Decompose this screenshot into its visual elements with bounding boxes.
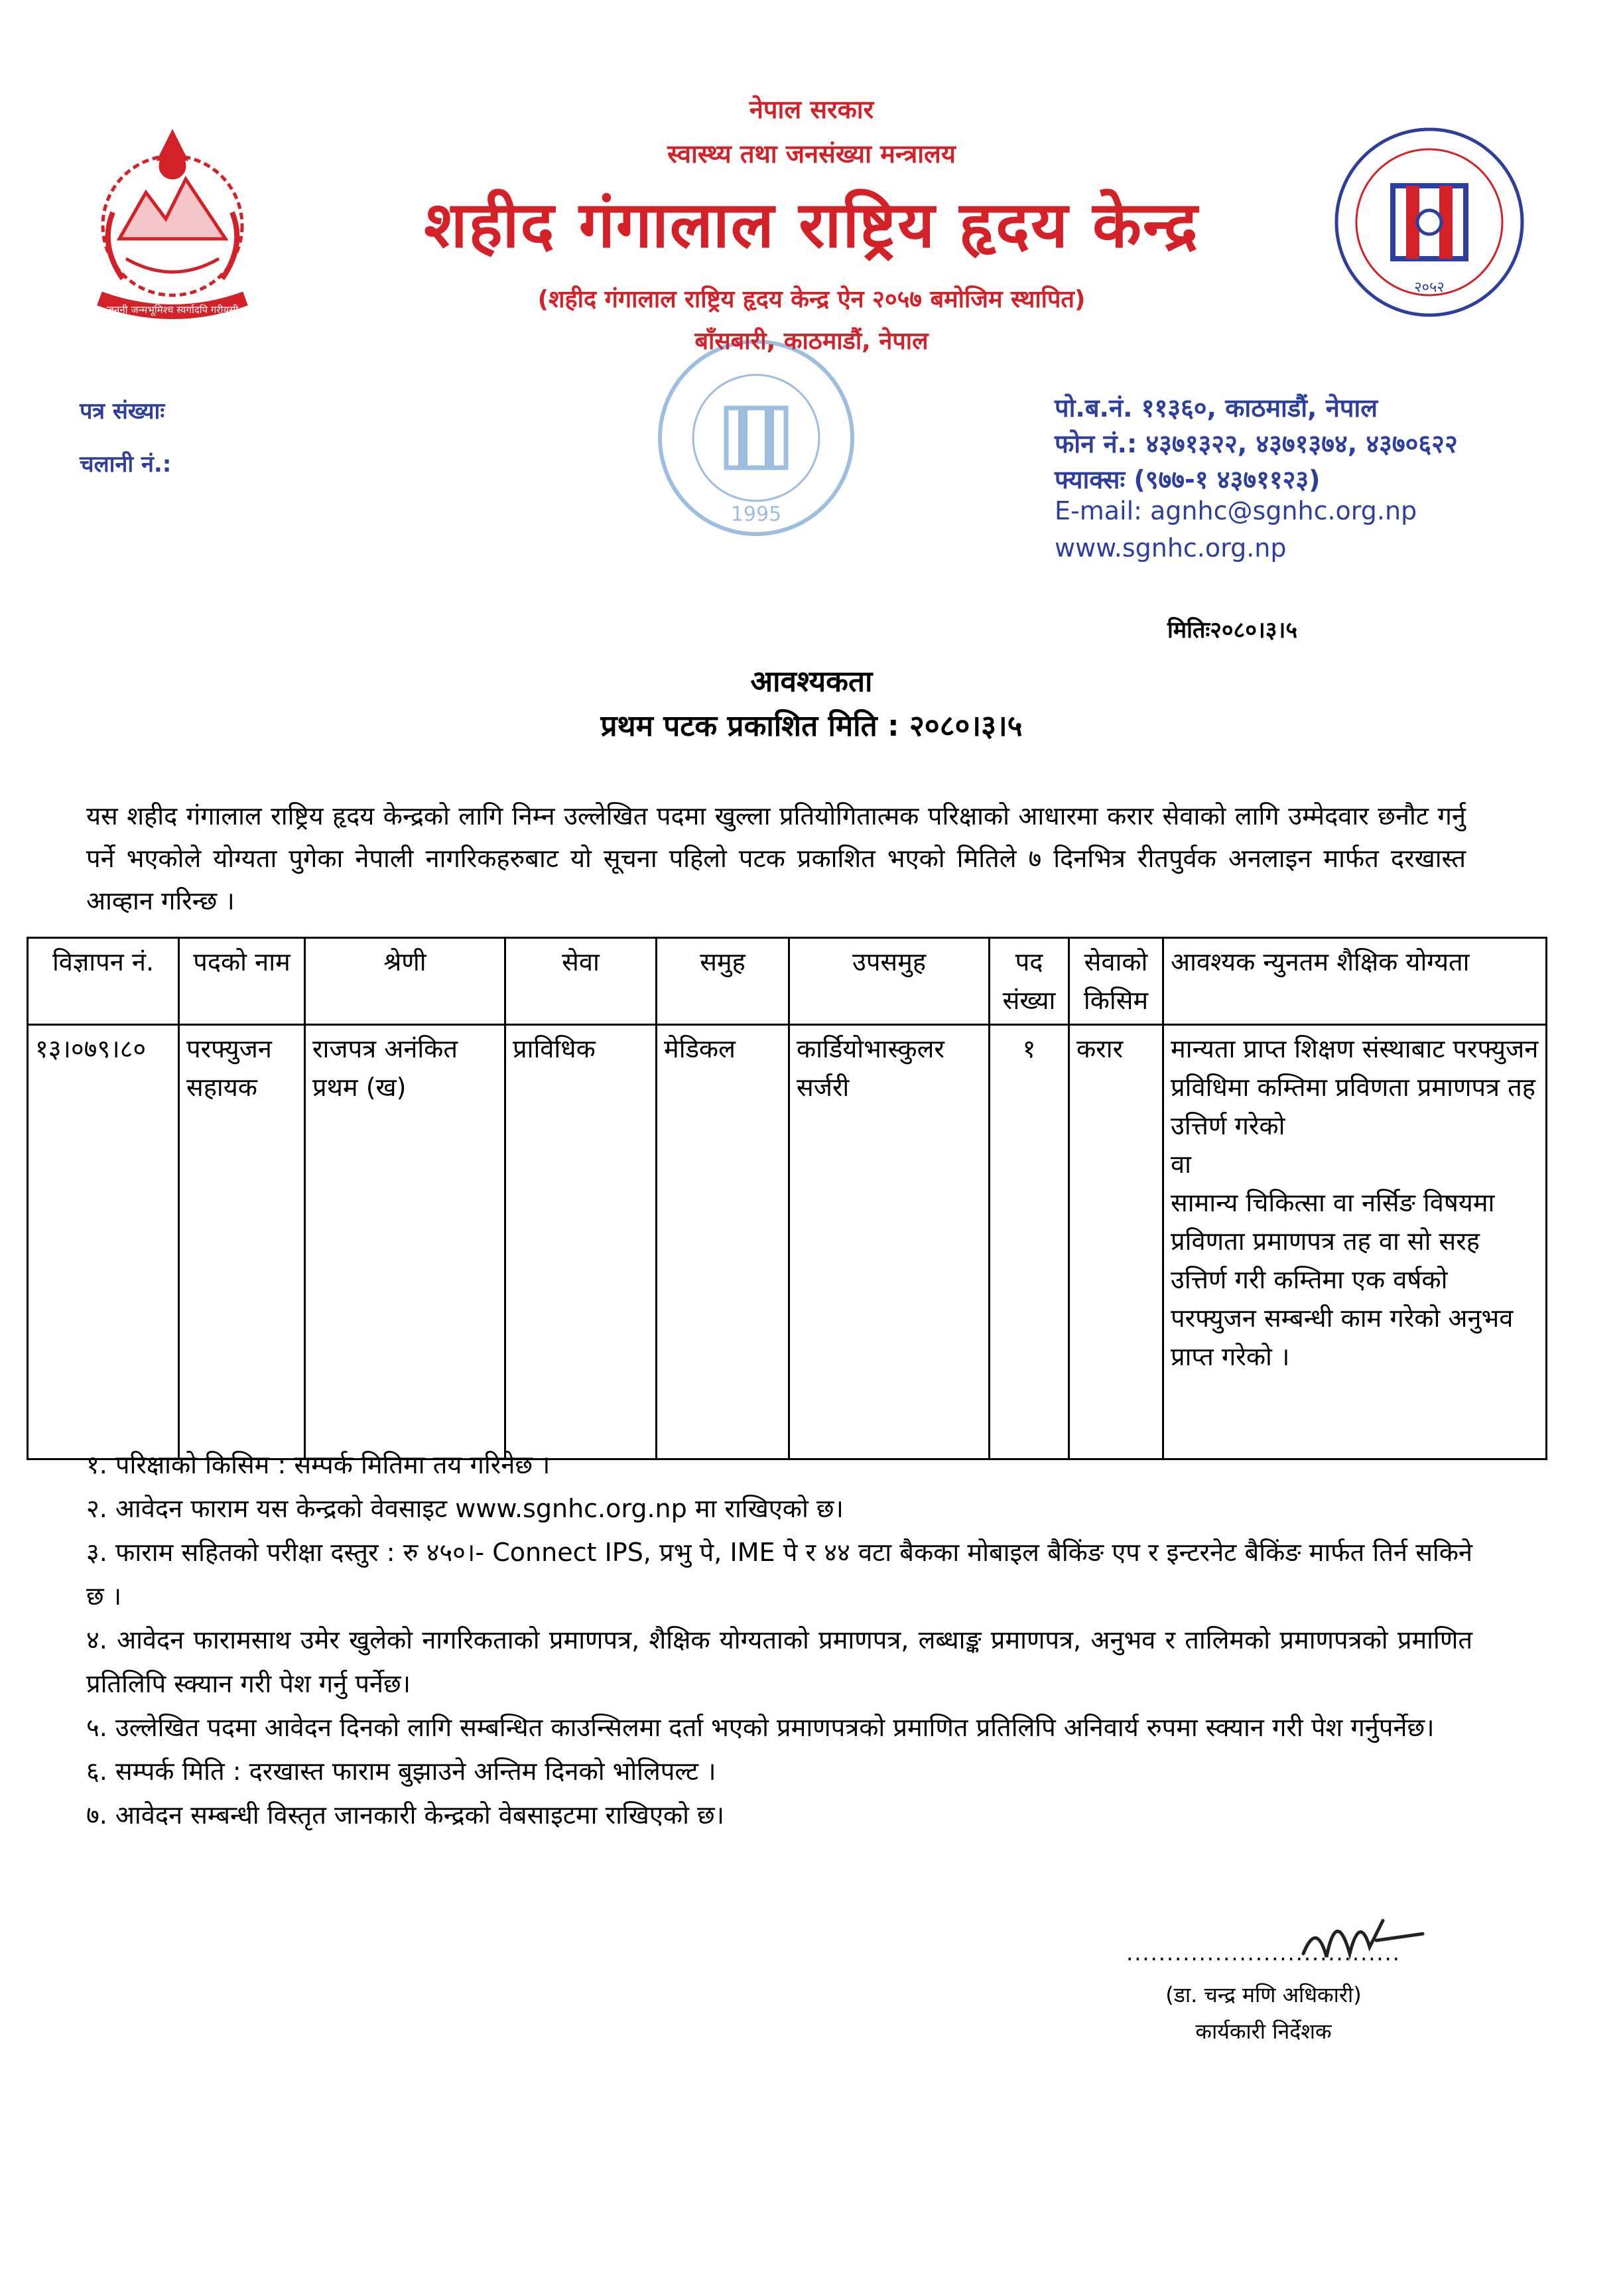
office-stamp [653,335,859,541]
website-link[interactable]: www.sgnhc.org.np [1055,533,1287,563]
dispatch-number-label: चलानी नं.: [80,451,172,478]
col-header-service: सेवा [505,938,657,1025]
seal-year: २०५२ [1414,279,1445,296]
note-item: ३. फाराम सहितको परीक्षा दस्तुर : रु ४५०।- Connect IPS, प्रभु पे, IME पे र ४४ वटा बैकका मोबाइल बैकिंङ एप र इन्टरनेट बैकिंङ मार्फत तिर्न सकिने छ । [86,1538,1472,1611]
col-header-post: पदको नाम [179,938,305,1025]
note-item: ४. आवेदन फारामसाथ उमेर खुलेको नागरिकताको प्रमाणपत्र, शैक्षिक योग्यताको प्रमाणपत्र, लब्धाङ्क प्रमाणपत्र, अनुभव र तालिमको प्रमाणपत्रको प्रमाणित प्रतिलिपि स्क्यान गरी पेश गर्नु पर्नेछ। [86,1625,1472,1698]
notice-date: मितिः२०८०।३।५ [1167,617,1298,643]
fax-number: फ्याक्सः (९७७-१ ४३७११२३) [1055,465,1321,494]
col-header-qualification: आवश्यक न्युनतम शैक्षिक योग्यता [1163,938,1547,1025]
cell-level: राजपत्र अनंकित प्रथम (ख) [305,1025,505,1459]
cell-qualification [1163,1025,1547,1459]
signature-line: .................................. [1126,1940,1401,1966]
cell-service: प्राविधिक [505,1025,657,1459]
col-header-ad-no: विज्ञापन नं. [28,938,179,1025]
organization-address: बाँसबारी, काठमाडौं, नेपाल [694,328,929,355]
cell-group: मेडिकल [657,1025,789,1459]
vacancy-table [27,937,1547,1460]
qualification-option-1: मान्यता प्राप्त शिक्षण संस्थाबाट परफ्युजन प्रविधिमा कम्तिमा प्रविणता प्रमाणपत्र तह उत्तिर्ण गरेको [1171,1034,1539,1140]
notice-intro: यस शहीद गंगालाल राष्ट्रिय हृदय केन्द्रको लागि निम्न उल्लेखित पदमा खुल्ला प्रतियोगितात्मक परिक्षाको आधारमा करार सेवाको लागि उम्मेदवार छनौट गर्नु पर्ने भएकोले योग्यता पुगेका नेपाली नागरिकहरुबाट यो सूचना पहिलो पटक प्रकाशित भएको मितिले ७ दिनभित्र रीतपुर्वक अनलाइन मार्फत दरखास्त आव्हान गरिन्छ । [86,801,1466,915]
col-header-level: श्रेणी [305,938,505,1025]
phone-numbers: फोन नं.: ४३७१३२२, ४३७१३७४, ४३७०६२२ [1055,429,1458,458]
qualification-or: वा [1171,1150,1191,1179]
cell-positions: १ [990,1025,1069,1459]
col-header-service-type: सेवाको किसिम [1069,938,1163,1025]
ministry-name: स्वास्थ्य तथा जनसंख्या मन्त्रालय [667,139,956,169]
qualification-option-2: सामान्य चिकित्सा वा नर्सिङ विषयमा प्रविणता प्रमाणपत्र तह वा सो सरह उत्तिर्ण गरी कम्तिमा एक वर्षको परफ्युजन सम्बन्धी काम गरेको अनुभव प्राप्त गरेको । [1171,1188,1514,1371]
cell-subgroup: कार्डियोभास्कुलर सर्जरी [789,1025,990,1459]
government-name: नेपाल सरकार [749,95,874,124]
note-item: २. आवेदन फाराम यस केन्द्रको वेवसाइट www.sgnhc.org.np मा राखिएको छ। [86,1494,844,1523]
notice-title: आवश्यकता [750,665,873,699]
po-box: पो.ब.नं. ११३६०, काठमाडौं, नेपाल [1055,393,1378,423]
cell-post: परफ्युजन सहायक [179,1025,305,1459]
table-row [28,1025,1547,1459]
note-item: ६. सम्पर्क मिति : दरखास्त फाराम बुझाउने अन्तिम दिनको भोलिपल्ट । [86,1757,716,1786]
table-header-row [28,938,1547,1025]
letter-number-label: पत्र संख्याः [80,398,165,425]
signatory-name: (डा. चन्द्र मणि अधिकारी) [1165,1982,1362,2007]
stamp-year: 1995 [730,503,782,526]
note-item: ५. उल्लेखित पदमा आवेदन दिनको लागि सम्बन्धित काउन्सिलमा दर्ता भएको प्रमाणपत्रको प्रमाणित प्रतिलिपि अनिवार्य रुपमा स्क्यान गरी पेश गर्नुपर्नेछ। [86,1713,1435,1742]
cell-ad-no: १३।०७९।८० [28,1025,179,1459]
note-item: ७. आवेदन सम्बन्धी विस्तृत जानकारी केन्द्रको वेबसाइटमा राखिएको छ। [86,1800,725,1830]
col-header-subgroup: उपसमुह [789,938,990,1025]
col-header-positions: पद संख्या [990,938,1069,1025]
notice-subtitle: प्रथम पटक प्रकाशित मिति : २०८०।३।५ [600,709,1023,743]
note-item: १. परिक्षाको किसिम : सम्पर्क मितिमा तय गरिनेछ । [86,1450,551,1479]
emblem-motto: जननी जन्मभूमिश्च स्वर्गादपि गरीयसी [106,304,239,316]
establishment-note: (शहीद गंगालाल राष्ट्रिय हृदय केन्द्र ऐन २०५७ बमोजिम स्थापित) [537,286,1086,313]
col-header-group: समुह [657,938,789,1025]
signatory-title: कार्यकारी निर्देशक [1195,2019,1332,2044]
email-address[interactable]: E-mail: agnhc@sgnhc.org.np [1055,496,1417,525]
cell-service-type: करार [1069,1025,1163,1459]
organization-name: शहीद गंगालाल राष्ट्रिय हृदय केन्द्र [424,188,1199,262]
notice-notes [86,1443,1472,1837]
